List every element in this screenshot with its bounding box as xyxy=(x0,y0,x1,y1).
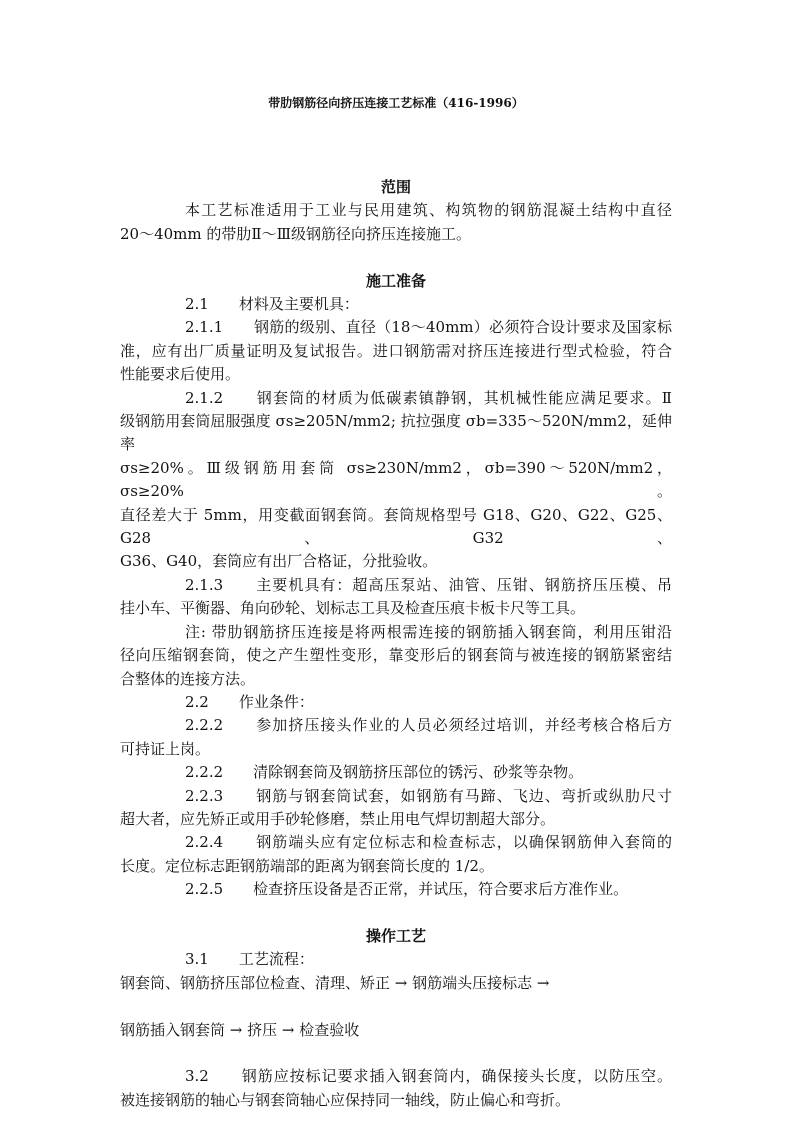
section-heading: 范围 xyxy=(380,178,411,196)
paragraph xyxy=(120,948,672,971)
paragraph xyxy=(120,785,672,832)
text-line: 2.2.5 检查挤压设备是否正常，并试压，符合要求后方准作业。 xyxy=(185,880,629,899)
text-line: 级钢筋用套筒屈服强度 σs≥205N/mm2; 抗拉强度 σb=335～520N/mm2，延伸率 xyxy=(120,412,672,454)
text-line: 20～40mm 的带肋Ⅱ～Ⅲ级钢筋径向挤压连接施工。 xyxy=(120,224,472,243)
text-line: 2.2.2 参加挤压接头作业的人员必须经过培训，并经考核合格后方 xyxy=(185,716,672,735)
paragraph xyxy=(120,761,672,784)
text-line: 2.2.2 清除钢套筒及钢筋挤压部位的锈污、砂浆等杂物。 xyxy=(185,763,584,782)
text-line: 2.1.1 钢筋的级别、直径（18～40mm）必须符合设计要求及国家标 xyxy=(185,318,672,337)
section-heading: 施工准备 xyxy=(365,271,426,290)
paragraph xyxy=(120,878,672,901)
text-line: 准，应有出厂质量证明及复试报告。进口钢筋需对挤压连接进行型式检验，符合 xyxy=(120,341,672,360)
text-line: 3.1 工艺流程： xyxy=(185,950,314,969)
text-line: 钢套筒、钢筋挤压部位检查、清理、矫正 → 钢筋端头压接标志 → xyxy=(120,973,550,992)
text-line: 长度。定位标志距钢筋端部的距离为钢套筒长度的 1/2。 xyxy=(120,856,494,875)
text-line: 2.2.3 钢筋与钢套筒试套，如钢筋有马蹄、飞边、弯折或纵肋尺寸 xyxy=(185,786,672,805)
text-line: G36、G40，套筒应有出厂合格证，分批验收。 xyxy=(120,552,438,571)
text-line: 合整体的连接方法。 xyxy=(120,669,256,688)
paragraph xyxy=(120,199,672,246)
text-line: 挂小车、平衡器、角向砂轮、划标志工具及检查压痕卡板卡尺等工具。 xyxy=(120,599,586,618)
paragraph xyxy=(120,316,672,386)
text-line: 2.1 材料及主要机具： xyxy=(185,295,359,314)
text-line: 2.2 作业条件： xyxy=(185,692,314,711)
paragraph xyxy=(120,1065,672,1112)
paragraph xyxy=(120,972,672,995)
paragraph xyxy=(120,691,672,714)
text-line: 直径差大于 5mm，用变截面钢套筒。套筒规格型号 G18、G20、G22、G25、G28、G32、 xyxy=(120,505,672,548)
text-line: 注: 带肋钢筋挤压连接是将两根需连接的钢筋插入钢套筒，利用压钳沿 xyxy=(185,622,672,641)
text-line: σs≥20%。Ⅲ级钢筋用套筒 σs≥230N/mm2，σb=390～520N/mm2，σs≥20%。 xyxy=(120,458,672,501)
paragraph xyxy=(120,1019,672,1042)
paragraph xyxy=(120,293,672,316)
text-line: 3.2 钢筋应按标记要求插入钢套筒内，确保接头长度，以防压空。 xyxy=(185,1067,672,1086)
text-line: 被连接钢筋的轴心与钢套筒轴心应保持同一轴线，防止偏心和弯折。 xyxy=(120,1090,571,1109)
document-body xyxy=(120,176,672,1112)
text-line: 本工艺标准适用于工业与民用建筑、构筑物的钢筋混凝土结构中直径 xyxy=(185,201,672,220)
paragraph xyxy=(120,714,672,761)
paragraph xyxy=(120,831,672,878)
text-line: 径向压缩钢套筒，使之产生塑性变形，靠变形后的钢套筒与被连接的钢筋紧密结 xyxy=(120,646,672,665)
paragraph xyxy=(120,387,672,574)
text-line: 2.1.2 钢套筒的材质为低碳素镇静钢，其机械性能应满足要求。Ⅱ xyxy=(185,388,672,407)
paragraph xyxy=(120,574,672,621)
text-line: 可持证上岗。 xyxy=(120,739,211,758)
text-line: 超大者，应先矫正或用手砂轮修磨，禁止用电气焊切割超大部分。 xyxy=(120,809,556,828)
document-title: 带肋钢筋径向挤压连接工艺标准（416-1996） xyxy=(268,96,524,110)
text-line: 2.1.3 主要机具有：超高压泵站、油管、压钳、钢筋挤压压模、吊 xyxy=(185,575,672,594)
section-heading: 操作工艺 xyxy=(365,926,426,945)
paragraph xyxy=(120,621,672,691)
text-line: 2.2.4 钢筋端头应有定位标志和检查标志，以确保钢筋伸入套筒的 xyxy=(185,833,672,852)
text-line: 性能要求后使用。 xyxy=(120,365,241,384)
text-line: 钢筋插入钢套筒 → 挤压 → 检查验收 xyxy=(120,1020,360,1039)
